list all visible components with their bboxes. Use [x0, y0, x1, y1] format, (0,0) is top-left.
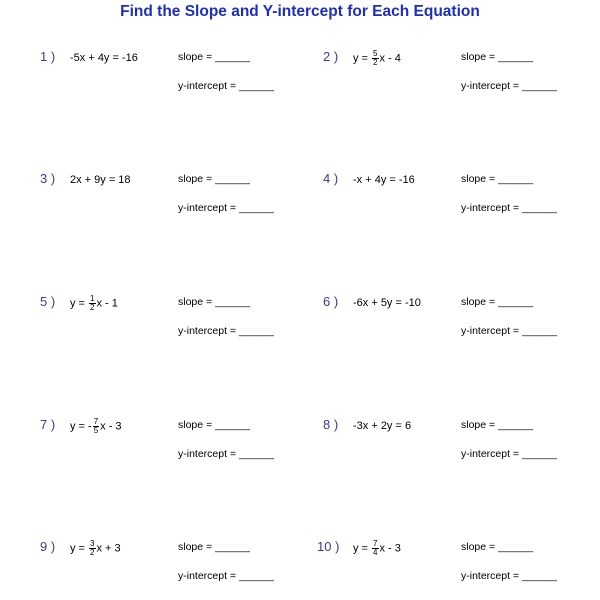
- problem-number: 1 ): [40, 49, 56, 64]
- problem-number: 9 ): [40, 539, 56, 554]
- problem-number: 2 ): [323, 49, 339, 64]
- problem-4: [323, 171, 600, 231]
- y-intercept-answer-line[interactable]: y-intercept = ______: [178, 325, 275, 337]
- slope-answer-line[interactable]: slope = ______: [178, 541, 251, 553]
- problem-5: [40, 294, 330, 354]
- problem-number: 6 ): [323, 294, 339, 309]
- slope-answer-line[interactable]: slope = ______: [461, 419, 534, 431]
- y-intercept-answer-line[interactable]: y-intercept = ______: [461, 80, 558, 92]
- fraction: $\frac{3}{2}$: [90, 539, 95, 557]
- y-intercept-answer-line[interactable]: y-intercept = ______: [461, 202, 558, 214]
- y-intercept-answer-line[interactable]: y-intercept = ______: [461, 570, 558, 582]
- y-intercept-answer-line[interactable]: y-intercept = ______: [461, 448, 558, 460]
- problem-9: [40, 539, 330, 599]
- equation: -x + 4y = -16: [353, 174, 415, 186]
- equation: y = $\frac{1}{2}$ x - 1: [70, 294, 118, 312]
- slope-answer-line[interactable]: slope = ______: [461, 51, 534, 63]
- problem-number: 7 ): [40, 417, 56, 432]
- equation: -3x + 2y = 6: [353, 420, 412, 432]
- y-intercept-answer-line[interactable]: y-intercept = ______: [178, 448, 275, 460]
- slope-answer-line[interactable]: slope = ______: [178, 419, 251, 431]
- y-intercept-answer-line[interactable]: y-intercept = ______: [178, 570, 275, 582]
- y-intercept-answer-line[interactable]: y-intercept = ______: [178, 80, 275, 92]
- slope-answer-line[interactable]: slope = ______: [461, 541, 534, 553]
- problem-6: [323, 294, 600, 354]
- problem-8: [323, 417, 600, 477]
- slope-answer-line[interactable]: slope = ______: [178, 296, 251, 308]
- fraction: $\frac{5}{2}$: [373, 49, 378, 67]
- problem-3: [40, 171, 330, 231]
- fraction: $\frac{7}{5}$: [93, 417, 99, 435]
- problem-number: 4 ): [323, 171, 339, 186]
- problem-1: [40, 49, 330, 109]
- equation: y = $\frac{7}{4}$ x - 3: [353, 539, 401, 557]
- fraction: $\frac{7}{4}$: [373, 539, 378, 557]
- equation: 2x + 9y = 18: [70, 174, 131, 186]
- slope-answer-line[interactable]: slope = ______: [461, 296, 534, 308]
- equation: y = $\frac{5}{2}$ x - 4: [353, 49, 401, 67]
- problem-7: [40, 417, 330, 477]
- slope-answer-line[interactable]: slope = ______: [178, 173, 251, 185]
- equation: -6x + 5y = -10: [353, 297, 421, 309]
- equation: -5x + 4y = -16: [70, 52, 138, 64]
- equation: y = $\frac{3}{2}$ x + 3: [70, 539, 121, 557]
- slope-answer-line[interactable]: slope = ______: [178, 51, 251, 63]
- slope-answer-line[interactable]: slope = ______: [461, 173, 534, 185]
- problem-number: 5 ): [40, 294, 56, 309]
- y-intercept-answer-line[interactable]: y-intercept = ______: [461, 325, 558, 337]
- problem-number: 10 ): [317, 539, 340, 554]
- problem-10: [317, 539, 600, 599]
- fraction: $\frac{1}{2}$: [90, 294, 95, 312]
- y-intercept-answer-line[interactable]: y-intercept = ______: [178, 202, 275, 214]
- equation: y = - $\frac{7}{5}$ x - 3: [70, 417, 122, 435]
- problem-2: [323, 49, 600, 109]
- worksheet-title: Find the Slope and Y-intercept for Each Equation: [120, 3, 480, 20]
- problem-number: 3 ): [40, 171, 56, 186]
- problem-number: 8 ): [323, 417, 339, 432]
